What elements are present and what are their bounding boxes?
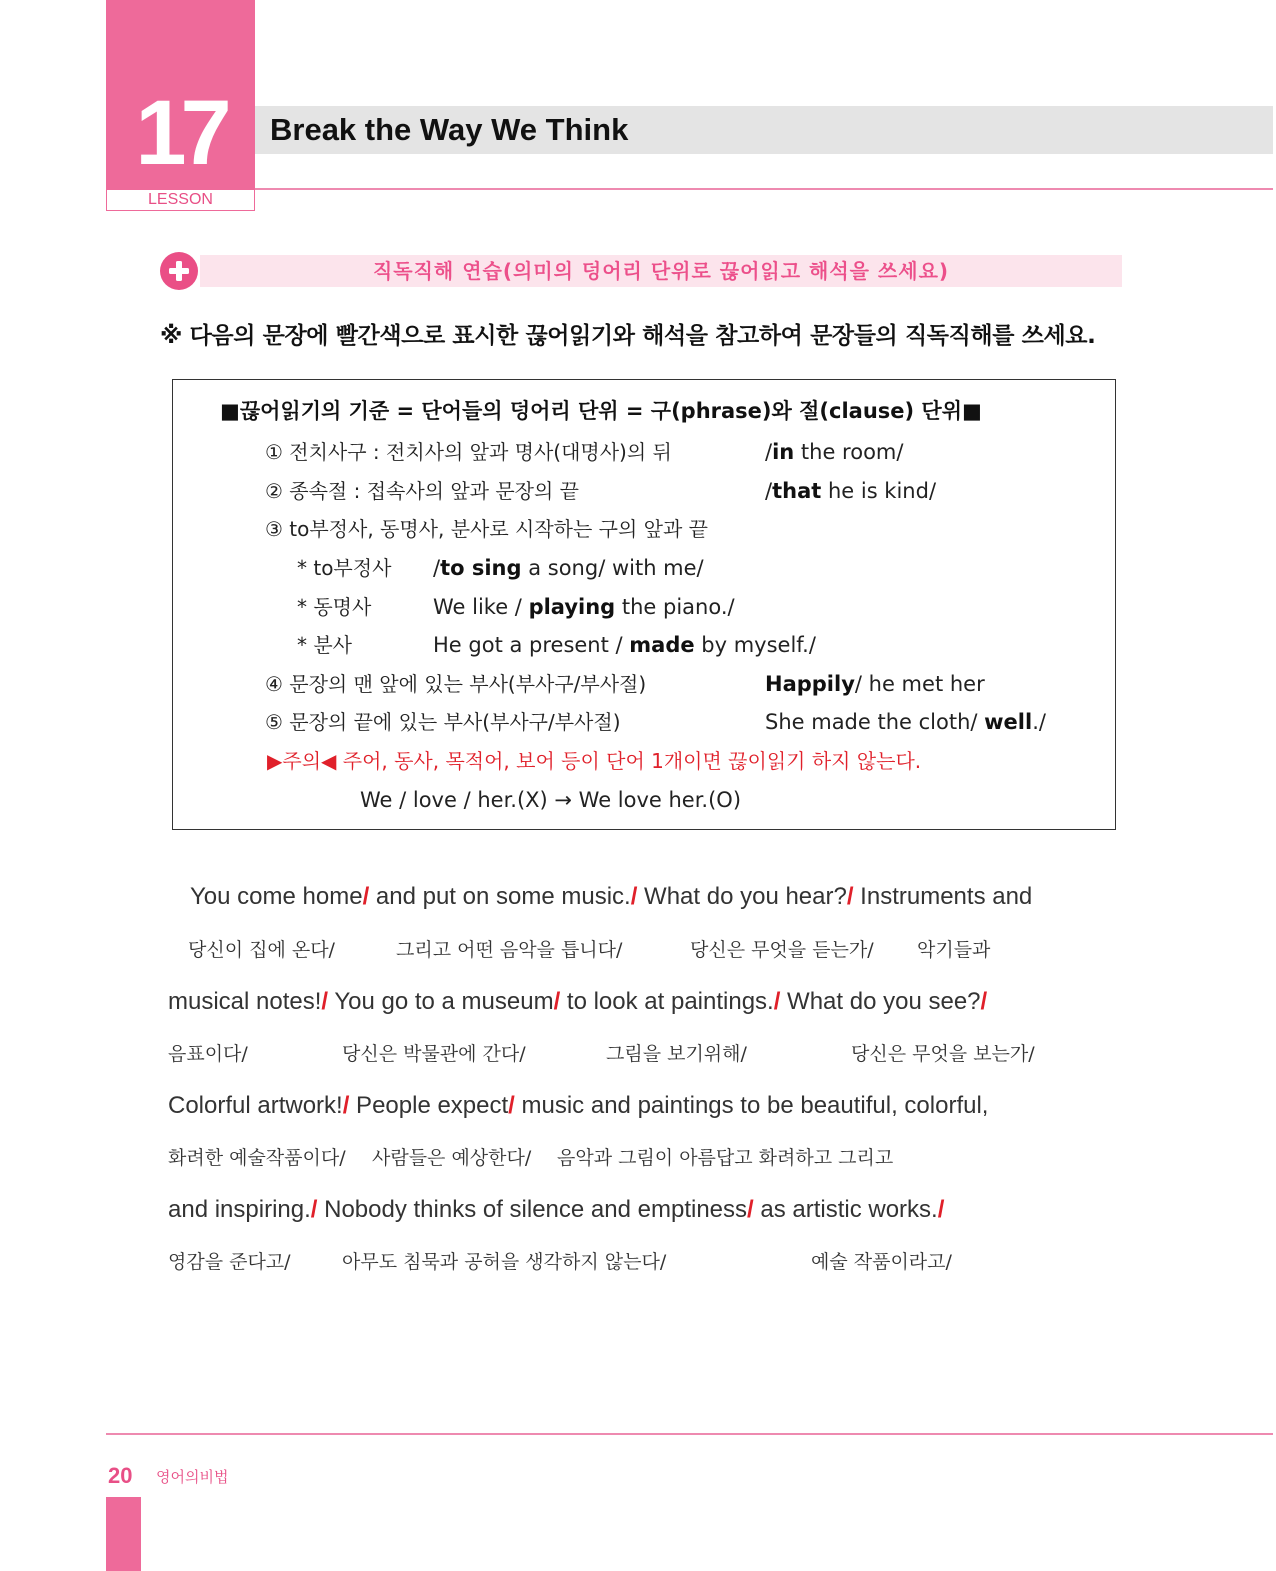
rule-2: ② 종속절 : 접속사의 앞과 문장의 끝 — [265, 479, 579, 503]
rule-3b: * 동명사 — [297, 595, 372, 619]
practice-banner-text: 직독직해 연습(의미의 덩어리 단위로 끊어읽고 해석을 쓰세요) — [372, 259, 950, 283]
rule-3: ③ to부정사, 동명사, 분사로 시작하는 구의 앞과 끝 — [265, 517, 708, 541]
book-title: 영어의비법 — [156, 1468, 229, 1486]
reading-line-2: musical notes!/ You go to a museum/ to look at paintings./ What do you see?/ — [168, 988, 988, 1015]
rule-3a-example: /to sing a song/ with me/ — [433, 556, 704, 580]
rules-heading: ■끊어읽기의 기준 = 단어들의 덩어리 단위 = 구(phrase)와 절(clause) 단위■ — [220, 399, 982, 423]
translation-chunk: 당신은 무엇을 듣는가/ — [690, 939, 874, 961]
translation-chunk: 그리고 어떤 음악을 틉니다/ — [396, 939, 623, 961]
translation-chunk: 음악과 그림이 아름답고 화려하고 그리고 — [557, 1147, 894, 1169]
rule-3c: * 분사 — [297, 633, 352, 657]
rule-5-example: She made the cloth/ well./ — [765, 710, 1046, 734]
translation-chunk: 당신이 집에 온다/ — [188, 939, 335, 961]
translation-chunk: 악기들과 — [917, 939, 991, 961]
rule-3b-example: We like / playing the piano./ — [433, 595, 735, 619]
rule-1: ① 전치사구 : 전치사의 앞과 명사(대명사)의 뒤 — [265, 440, 672, 464]
translation-chunk: 예술 작품이라고/ — [811, 1251, 952, 1273]
rule-4-example: Happily/ he met her — [765, 672, 985, 696]
rule-3c-example: He got a present / made by myself./ — [433, 633, 816, 657]
rules-box — [172, 379, 1116, 830]
footer-divider — [106, 1433, 1273, 1435]
rule-4: ④ 문장의 맨 앞에 있는 부사(부사구/부사절) — [265, 672, 647, 696]
plus-icon — [160, 252, 198, 290]
rule-1-example: /in the room/ — [765, 440, 904, 464]
reading-line-1: You come home/ and put on some music./ What do you hear?/ Instruments and — [190, 883, 1033, 910]
rule-3a: * to부정사 — [297, 556, 392, 580]
rule-2-example: /that he is kind/ — [765, 479, 937, 503]
translation-chunk: 화려한 예술작품이다/ — [168, 1147, 346, 1169]
reading-line-4: and inspiring./ Nobody thinks of silence and emptiness/ as artistic works./ — [168, 1196, 945, 1223]
translation-chunk: 사람들은 예상한다/ — [372, 1147, 532, 1169]
translation-chunk: 그림을 보기위해/ — [606, 1043, 747, 1065]
translation-chunk: 당신은 무엇을 보는가/ — [851, 1043, 1035, 1065]
page-number: 20 — [108, 1463, 133, 1488]
warning-note: ▶주의◀ 주어, 동사, 목적어, 보어 등이 단어 1개이면 끊이읽기 하지 않는다. — [267, 749, 922, 773]
page-title: Break the Way We Think — [270, 112, 629, 147]
lesson-label: LESSON — [148, 191, 213, 208]
translation-chunk: 음표이다/ — [168, 1043, 248, 1065]
translation-chunk: 영감을 준다고/ — [168, 1251, 291, 1273]
header-divider — [255, 188, 1273, 190]
rule-5: ⑤ 문장의 끝에 있는 부사(부사구/부사절) — [265, 710, 621, 734]
reading-line-3: Colorful artwork!/ People expect/ music and paintings to be beautiful, colorful, — [168, 1092, 989, 1119]
instruction-text: ※ 다음의 문장에 빨간색으로 표시한 끊어읽기와 해석을 참고하여 문장들의 직독직해를 쓰세요. — [160, 323, 1096, 349]
footer-block — [106, 1497, 141, 1571]
translation-chunk: 아무도 침묵과 공허을 생각하지 않는다/ — [342, 1251, 667, 1273]
translation-chunk: 당신은 박물관에 간다/ — [342, 1043, 526, 1065]
warning-example: We / love / her.(X) → We love her.(O) — [360, 788, 742, 812]
lesson-number: 17 — [135, 82, 226, 184]
